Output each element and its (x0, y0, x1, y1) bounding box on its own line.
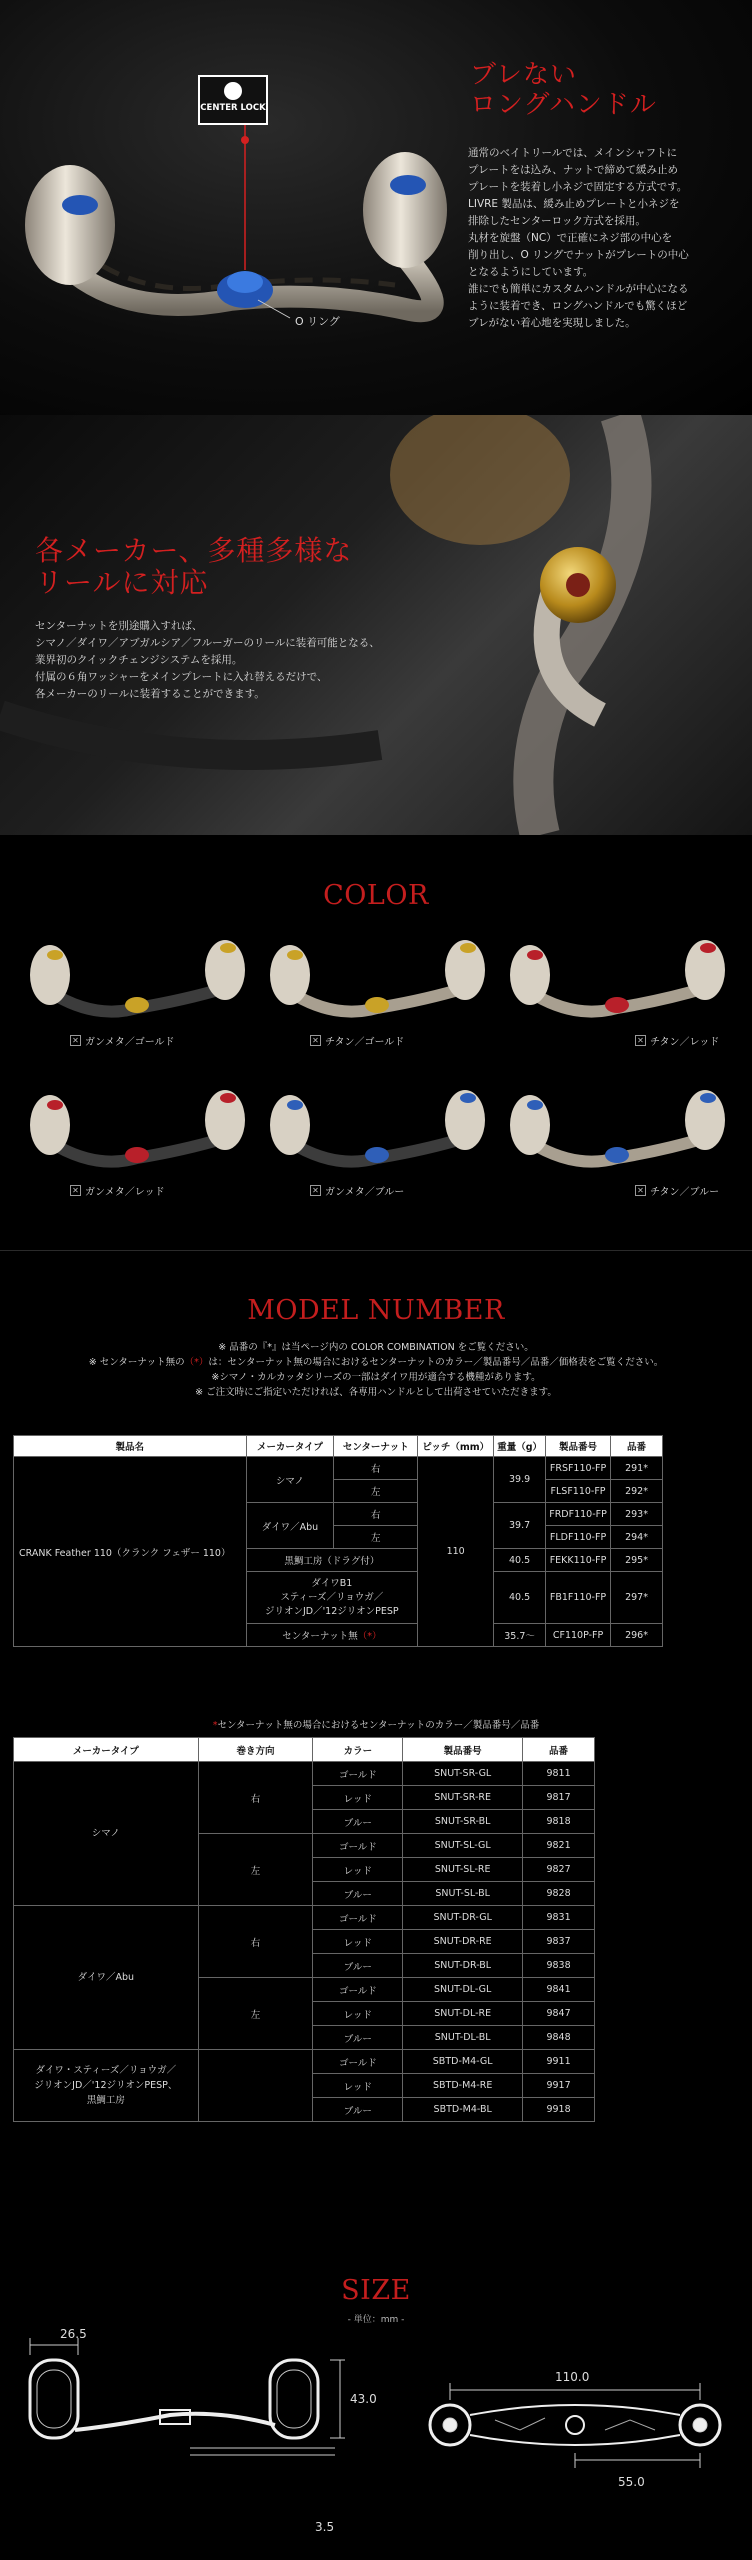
color-variant-label: ✕ チタン／レッド (635, 1033, 719, 1048)
num-cell: 9817 (523, 1786, 595, 1810)
hero-headline (470, 60, 657, 120)
zoom-icon: ✕ (70, 1185, 81, 1196)
weight-cell: 39.7 (494, 1503, 546, 1549)
code-cell: SNUT-SR-GL (403, 1762, 523, 1786)
nut-header: 製品番号 (403, 1738, 523, 1762)
zoom-icon: ✕ (70, 1035, 81, 1046)
color-cell: ブルー (313, 1954, 403, 1978)
center-lock-label: CENTER LOCK (200, 103, 266, 113)
hero-text-line: ブレがない着心地を実現しました。 (468, 317, 636, 329)
code-cell: SNUT-SL-RE (403, 1858, 523, 1882)
num-cell: 296* (611, 1624, 663, 1647)
color-variant-label: ✕ チタン／ブルー (635, 1183, 719, 1198)
compat-text-line: センターナットを別途購入すれば、 (35, 620, 203, 632)
num-cell: 294* (611, 1526, 663, 1549)
num-cell: 9848 (523, 2026, 595, 2050)
nonut-cell: センターナット無（*） (246, 1624, 418, 1647)
nut-header: 品番 (523, 1738, 595, 1762)
color-variant-label: ✕ ガンメタ／ゴールド (70, 1033, 175, 1048)
dim-thickness: 3.5 (315, 2520, 335, 2534)
nut-header: カラー (313, 1738, 403, 1762)
color-cell: ブルー (313, 1882, 403, 1906)
num-cell: 291* (611, 1457, 663, 1480)
hero-text-line: 丸材を旋盤（NC）で正確にネジ部の中心を (468, 232, 673, 244)
hero-text-line: 排除したセンターロック方式を採用。 (468, 215, 646, 227)
color-variant-label: ✕ ガンメタ／ブルー (310, 1183, 404, 1198)
nut-cell: 右 (334, 1457, 418, 1480)
color-variant-card (25, 1080, 260, 1200)
size-section (0, 2220, 752, 2560)
color-cell: レッド (313, 1858, 403, 1882)
code-cell: SNUT-SR-RE (403, 1786, 523, 1810)
num-cell: 9827 (523, 1858, 595, 1882)
nut-header: メーカータイプ (14, 1738, 199, 1762)
nut-cell: 左 (334, 1526, 418, 1549)
table-row (14, 1762, 595, 1786)
table-row (14, 1906, 595, 1930)
model-header: 品番 (611, 1436, 663, 1457)
dim-center: 55.0 (618, 2475, 645, 2489)
code-cell: CF110P-FP (546, 1624, 611, 1647)
color-section (0, 835, 752, 1280)
num-cell: 9841 (523, 1978, 595, 2002)
weight-cell: 35.7～ (494, 1624, 546, 1647)
zoom-icon: ✕ (310, 1185, 321, 1196)
color-variant-card (25, 930, 260, 1050)
nut-header: 巻き方向 (198, 1738, 313, 1762)
color-variant-label: ✕ ガンメタ／レッド (70, 1183, 165, 1198)
color-cell: レッド (313, 1930, 403, 1954)
maker-cell: ダイワ／Abu (246, 1503, 334, 1549)
model-header: メーカータイプ (246, 1436, 334, 1457)
hero-text-line: 通常のベイトリールでは、メインシャフトに (468, 147, 678, 159)
model-table (13, 1435, 663, 1647)
model-note: ※シマノ・カルカッタシリーズの一部はダイワ用が適合する機種があります。 (211, 1372, 541, 1383)
compat-text-line: 付属の６角ワッシャーをメインプレートに入れ替えるだけで、 (35, 671, 328, 683)
compat-text-line: 各メーカーのリールに装着することができます。 (35, 688, 265, 700)
handle-thumbnail (265, 930, 490, 1030)
hero-text-line: ように装着でき、ロングハンドルでも驚くほど (468, 300, 688, 312)
color-cell: ゴールド (313, 1834, 403, 1858)
code-cell: SNUT-DL-BL (403, 2026, 523, 2050)
color-cell: レッド (313, 2002, 403, 2026)
model-header: 製品名 (14, 1436, 247, 1457)
center-lock-icon (224, 82, 242, 100)
compat-paragraph (35, 618, 380, 703)
compat-headline-line-1: 各メーカー、多種多様な (35, 534, 353, 567)
code-cell: SNUT-DR-BL (403, 1954, 523, 1978)
compat-text-line: 業界初のクイックチェンジシステムを採用。 (35, 654, 243, 666)
direction-cell (198, 2050, 313, 2122)
direction-cell: 右 (198, 1906, 313, 1978)
zoom-icon: ✕ (635, 1035, 646, 1046)
color-cell: レッド (313, 1786, 403, 1810)
nut-table (13, 1737, 595, 2122)
color-title: COLOR (323, 880, 429, 911)
color-variant-card (505, 930, 740, 1050)
code-cell: FRSF110-FP (546, 1457, 611, 1480)
weight-cell: 40.5 (494, 1572, 546, 1624)
handle-thumbnail (265, 1080, 490, 1180)
dim-height: 43.0 (350, 2392, 377, 2406)
num-cell: 295* (611, 1549, 663, 1572)
num-cell: 297* (611, 1572, 663, 1624)
code-cell: SNUT-SL-GL (403, 1834, 523, 1858)
num-cell: 9918 (523, 2098, 595, 2122)
num-cell: 9818 (523, 1810, 595, 1834)
handle-thumbnail (505, 1080, 730, 1180)
color-cell: レッド (313, 2074, 403, 2098)
code-cell: SNUT-DL-GL (403, 1978, 523, 2002)
maker-cell: 黒鯛工房（ドラグ付） (246, 1549, 418, 1572)
center-lock-badge (198, 75, 268, 125)
compat-section (0, 415, 752, 835)
product-name-cell: CRANK Feather 110（クランク フェザー 110） (14, 1457, 247, 1647)
weight-cell: 39.9 (494, 1457, 546, 1503)
color-variant-card (505, 1080, 740, 1200)
nut-cell: 左 (334, 1480, 418, 1503)
code-cell: FRDF110-FP (546, 1503, 611, 1526)
code-cell: FLDF110-FP (546, 1526, 611, 1549)
num-cell: 292* (611, 1480, 663, 1503)
model-title: MODEL NUMBER (247, 1295, 505, 1326)
code-cell: SBTD-M4-RE (403, 2074, 523, 2098)
compat-headline (35, 535, 352, 599)
zoom-icon: ✕ (310, 1035, 321, 1046)
code-cell: SBTD-M4-BL (403, 2098, 523, 2122)
color-cell: ブルー (313, 2098, 403, 2122)
num-cell: 9917 (523, 2074, 595, 2098)
maker-cell: シマノ (246, 1457, 334, 1503)
table-row (14, 2050, 595, 2074)
weight-cell: 40.5 (494, 1549, 546, 1572)
model-header: センターナット (334, 1436, 418, 1457)
model-header: 製品番号 (546, 1436, 611, 1457)
o-ring-label: O リング (295, 315, 340, 328)
code-cell: FB1F110-FP (546, 1572, 611, 1624)
compat-text-line: シマノ／ダイワ／アブガルシア／フルーガーのリールに装着可能となる、 (35, 637, 380, 649)
num-cell: 9821 (523, 1834, 595, 1858)
color-cell: ゴールド (313, 1762, 403, 1786)
num-cell: 9838 (523, 1954, 595, 1978)
code-cell: SNUT-DR-RE (403, 1930, 523, 1954)
hero-section (0, 0, 752, 415)
model-header: ピッチ（mm） (418, 1436, 494, 1457)
model-header: 重量（g） (494, 1436, 546, 1457)
num-cell: 9837 (523, 1930, 595, 1954)
maker-cell: シマノ (14, 1762, 199, 1906)
color-cell: ブルー (313, 1810, 403, 1834)
section-divider (0, 1250, 752, 1251)
num-cell: 9811 (523, 1762, 595, 1786)
hero-text-line: LIVRE 製品は、緩み止めプレートと小ネジを (468, 198, 680, 210)
color-cell: ゴールド (313, 1906, 403, 1930)
hero-text-line: となるようにしています。 (468, 266, 594, 278)
zoom-icon: ✕ (635, 1185, 646, 1196)
hero-paragraph (468, 145, 689, 332)
hero-headline-line-2: ロングハンドル (470, 90, 657, 120)
code-cell: SNUT-SR-BL (403, 1810, 523, 1834)
num-cell: 9847 (523, 2002, 595, 2026)
code-cell: SNUT-DR-GL (403, 1906, 523, 1930)
num-cell: 9911 (523, 2050, 595, 2074)
nut-cell: 右 (334, 1503, 418, 1526)
compat-headline-line-2: リールに対応 (35, 566, 209, 599)
color-cell: ブルー (313, 2026, 403, 2050)
code-cell: SNUT-SL-BL (403, 1882, 523, 1906)
maker-cell: ダイワ・スティーズ／リョウガ／ ジリオンJD／'12ジリオンPESP、 黒鯛工房 (14, 2050, 199, 2122)
direction-cell: 左 (198, 1834, 313, 1906)
pitch-cell: 110 (418, 1457, 494, 1647)
maker-cell: ダイワ／Abu (14, 1906, 199, 2050)
model-note: ※ 品番の『*』は当ページ内の COLOR COMBINATION をご覧ください。 (218, 1342, 534, 1353)
color-variant-card (265, 930, 500, 1050)
model-section (0, 1280, 752, 2220)
direction-cell: 左 (198, 1978, 313, 2050)
hero-text-line: 誰にでも簡単にカスタムハンドルが中心になる (468, 283, 689, 295)
nut-table-caption: *センターナット無の場合におけるセンターナットのカラー／製品番号／品番 (212, 1720, 540, 1731)
maker-cell: ダイワB1 スティーズ／リョウガ／ ジリオンJD／'12ジリオンPESP (246, 1572, 418, 1624)
color-variant-label: ✕ チタン／ゴールド (310, 1033, 404, 1048)
handle-thumbnail (25, 930, 250, 1030)
size-unit: - 単位：mm - (347, 2315, 405, 2325)
color-variant-card (265, 1080, 500, 1200)
num-cell: 293* (611, 1503, 663, 1526)
color-cell: ゴールド (313, 1978, 403, 2002)
num-cell: 9828 (523, 1882, 595, 1906)
model-note: ※ ご注文時にご指定いただければ、各専用ハンドルとして出荷させていただきます。 (195, 1387, 557, 1398)
code-cell: SNUT-DL-RE (403, 2002, 523, 2026)
model-notes (0, 1340, 752, 1400)
hero-headline-line-1: ブレない (470, 60, 577, 90)
code-cell: SBTD-M4-GL (403, 2050, 523, 2074)
hero-text-line: プレートを装着し小ネジで固定する方式です。 (468, 181, 688, 193)
size-title: SIZE (341, 2275, 411, 2306)
hero-text-line: プレートをは込み、ナットで締めて緩み止め (468, 164, 678, 176)
code-cell: FEKK110-FP (546, 1549, 611, 1572)
color-cell: ゴールド (313, 2050, 403, 2074)
handle-thumbnail (505, 930, 730, 1030)
code-cell: FLSF110-FP (546, 1480, 611, 1503)
handle-thumbnail (25, 1080, 250, 1180)
size-diagram (0, 2220, 752, 2560)
dim-knob-width: 26.5 (60, 2327, 87, 2341)
model-note: ※ センターナット無の（*）は：センターナット無の場合におけるセンターナットのカラー／製品番号／品番／価格表をご覧ください。 (88, 1357, 664, 1368)
direction-cell: 右 (198, 1762, 313, 1834)
num-cell: 9831 (523, 1906, 595, 1930)
hero-text-line: 削り出し、O リングでナットがプレートの中心 (468, 249, 689, 261)
dim-pitch: 110.0 (555, 2370, 590, 2384)
